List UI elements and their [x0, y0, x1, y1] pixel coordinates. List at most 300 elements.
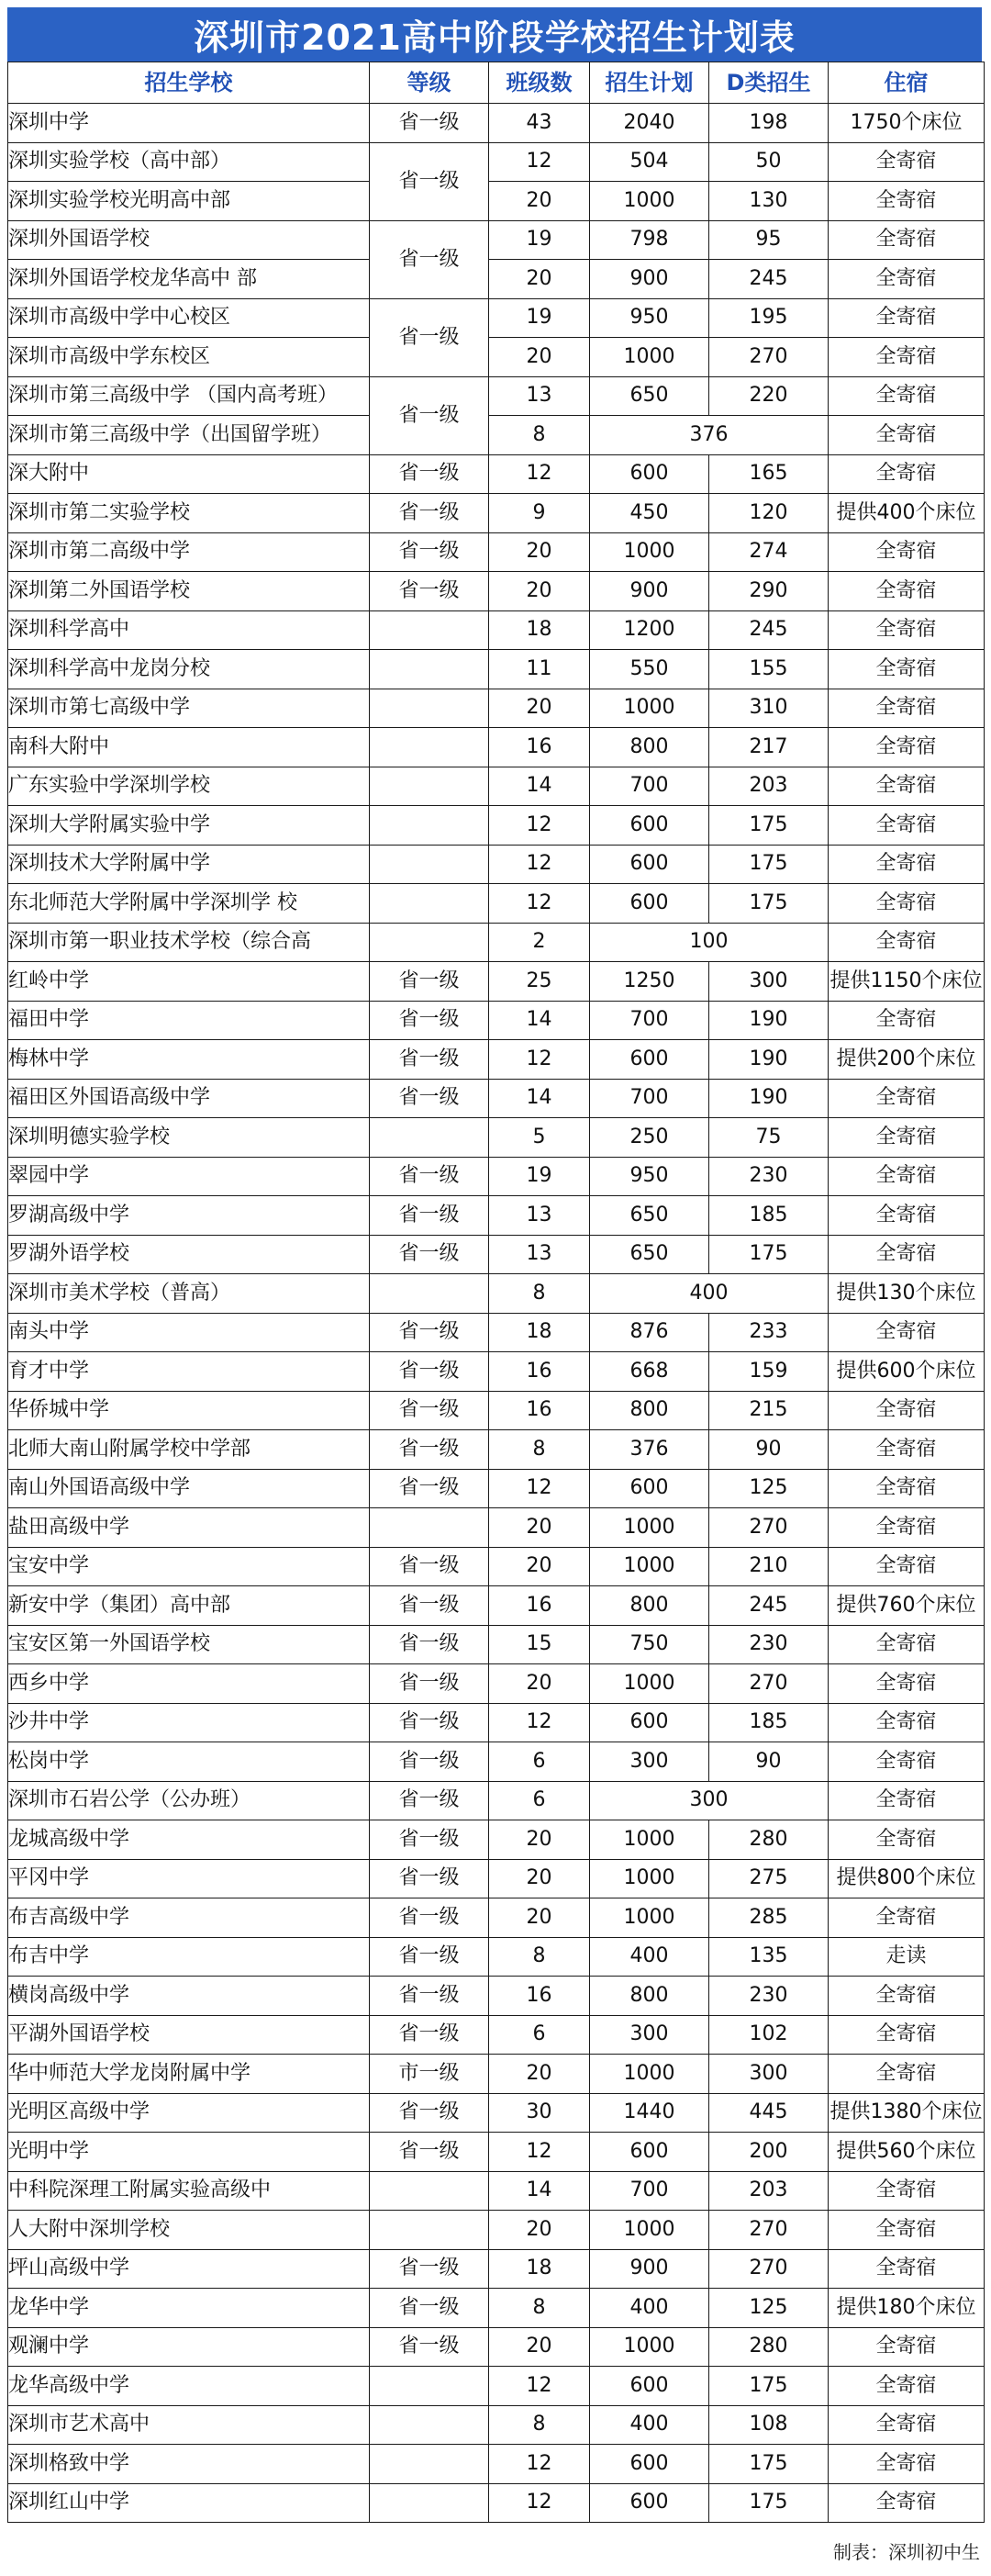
table-row [8, 182, 985, 221]
cell-class-count: 19 [489, 298, 590, 338]
cell-school-name: 平冈中学 [8, 1859, 370, 1898]
cell-enrollment-plan: 800 [590, 1586, 709, 1626]
cell-accommodation: 全寄宿 [829, 260, 985, 299]
cell-d-class-quota: 175 [709, 884, 829, 924]
cell-d-class-quota: 175 [709, 2445, 829, 2484]
cell-accommodation: 提供1380个床位 [829, 2093, 985, 2133]
cell-accommodation: 提供560个床位 [829, 2133, 985, 2172]
cell-class-count: 20 [489, 2327, 590, 2367]
table-row [8, 494, 985, 533]
cell-grade [370, 2367, 489, 2406]
cell-d-class-quota: 155 [709, 650, 829, 689]
footer-credit: 制表：深圳初中生 [833, 2541, 980, 2563]
cell-accommodation: 全寄宿 [829, 1235, 985, 1274]
cell-d-class-quota: 175 [709, 1235, 829, 1274]
cell-class-count: 20 [489, 338, 590, 377]
cell-d-class-quota: 290 [709, 572, 829, 611]
cell-school-name: 观澜中学 [8, 2327, 370, 2367]
cell-class-count: 20 [489, 1508, 590, 1548]
cell-accommodation: 全寄宿 [829, 1118, 985, 1158]
cell-class-count: 8 [489, 1430, 590, 1470]
cell-d-class-quota: 190 [709, 1079, 829, 1118]
table-row [8, 884, 985, 924]
cell-enrollment-plan: 600 [590, 2367, 709, 2406]
cell-enrollment-plan: 900 [590, 260, 709, 299]
table-row [8, 2367, 985, 2406]
cell-d-class-quota: 233 [709, 1313, 829, 1352]
cell-enrollment-plan: 1000 [590, 689, 709, 728]
cell-enrollment-plan: 1000 [590, 1820, 709, 1860]
cell-d-class-quota: 245 [709, 1586, 829, 1626]
table-row [8, 845, 985, 884]
table-title: 深圳市2021高中阶段学校招生计划表 [7, 7, 982, 62]
cell-grade [370, 806, 489, 846]
cell-school-name: 深圳市艺术高中 [8, 2405, 370, 2445]
cell-enrollment-plan: 1000 [590, 1664, 709, 1704]
cell-enrollment-plan: 1440 [590, 2093, 709, 2133]
table-row [8, 2445, 985, 2484]
cell-school-name: 深圳第二外国语学校 [8, 572, 370, 611]
cell-accommodation: 全寄宿 [829, 1391, 985, 1430]
cell-accommodation: 全寄宿 [829, 1664, 985, 1704]
cell-grade: 省一级 [370, 1625, 489, 1664]
cell-class-count: 14 [489, 1001, 590, 1040]
cell-enrollment-plan: 1000 [590, 532, 709, 572]
cell-school-name: 育才中学 [8, 1352, 370, 1392]
cell-d-class-quota: 270 [709, 2211, 829, 2250]
table-row [8, 1742, 985, 1782]
cell-enrollment-plan: 600 [590, 1040, 709, 1080]
header-enrollment-plan: 招生计划 [590, 62, 709, 104]
cell-accommodation: 全寄宿 [829, 376, 985, 416]
cell-class-count: 25 [489, 962, 590, 1002]
cell-school-name: 梅林中学 [8, 1040, 370, 1080]
cell-school-name: 翠园中学 [8, 1157, 370, 1196]
cell-enrollment-plan: 1000 [590, 2327, 709, 2367]
cell-class-count: 12 [489, 454, 590, 494]
cell-enrollment-plan: 2040 [590, 104, 709, 143]
cell-accommodation: 全寄宿 [829, 2055, 985, 2094]
cell-class-count: 8 [489, 1274, 590, 1314]
cell-enrollment-plan: 550 [590, 650, 709, 689]
cell-enrollment-plan: 504 [590, 142, 709, 182]
cell-d-class-quota: 203 [709, 767, 829, 806]
cell-class-count: 12 [489, 806, 590, 846]
table-row [8, 2093, 985, 2133]
cell-grade: 省一级 [370, 1391, 489, 1430]
cell-d-class-quota: 215 [709, 1391, 829, 1430]
table-row [8, 2211, 985, 2250]
cell-school-name: 西乡中学 [8, 1664, 370, 1704]
cell-d-class-quota: 280 [709, 2327, 829, 2367]
cell-grade: 省一级 [370, 1196, 489, 1236]
cell-enrollment-plan: 600 [590, 2133, 709, 2172]
cell-enrollment-plan: 1000 [590, 1508, 709, 1548]
cell-grade: 省一级 [370, 1547, 489, 1586]
cell-accommodation: 提供800个床位 [829, 1859, 985, 1898]
cell-class-count: 12 [489, 2367, 590, 2406]
cell-class-count: 30 [489, 2093, 590, 2133]
table-row [8, 416, 985, 455]
cell-d-class-quota: 90 [709, 1430, 829, 1470]
cell-enrollment-plan: 1000 [590, 1859, 709, 1898]
cell-enrollment-plan: 300 [590, 1742, 709, 1782]
cell-accommodation: 全寄宿 [829, 1157, 985, 1196]
cell-d-class-quota: 300 [709, 962, 829, 1002]
cell-school-name: 深圳市美术学校（普高） [8, 1274, 370, 1314]
cell-grade: 省一级 [370, 2289, 489, 2328]
cell-enrollment-plan: 650 [590, 1196, 709, 1236]
cell-school-name: 福田中学 [8, 1001, 370, 1040]
cell-school-name: 罗湖高级中学 [8, 1196, 370, 1236]
cell-class-count: 20 [489, 2055, 590, 2094]
cell-enrollment-plan: 650 [590, 376, 709, 416]
table-row [8, 610, 985, 650]
table-row [8, 376, 985, 416]
cell-grade [370, 923, 489, 962]
table-row [8, 728, 985, 767]
cell-school-name: 松岗中学 [8, 1742, 370, 1782]
cell-accommodation: 全寄宿 [829, 2483, 985, 2523]
cell-school-name: 深圳市高级中学中心校区 [8, 298, 370, 338]
cell-accommodation: 全寄宿 [829, 2211, 985, 2250]
table-row [8, 142, 985, 182]
cell-school-name: 深圳市高级中学东校区 [8, 338, 370, 377]
cell-enrollment-plan: 1000 [590, 2211, 709, 2250]
cell-class-count: 20 [489, 182, 590, 221]
cell-class-count: 12 [489, 2133, 590, 2172]
cell-grade: 省一级 [370, 220, 489, 298]
cell-grade: 省一级 [370, 454, 489, 494]
table-row [8, 1352, 985, 1392]
cell-enrollment-plan: 400 [590, 1274, 829, 1314]
cell-d-class-quota: 120 [709, 494, 829, 533]
cell-grade: 省一级 [370, 1079, 489, 1118]
table-row [8, 1664, 985, 1704]
cell-grade [370, 610, 489, 650]
cell-school-name: 宝安区第一外国语学校 [8, 1625, 370, 1664]
cell-grade: 省一级 [370, 376, 489, 454]
cell-grade [370, 650, 489, 689]
cell-d-class-quota: 203 [709, 2171, 829, 2211]
cell-grade: 省一级 [370, 532, 489, 572]
cell-grade: 省一级 [370, 1352, 489, 1392]
cell-school-name: 南山外国语高级中学 [8, 1469, 370, 1508]
cell-class-count: 20 [489, 1664, 590, 1704]
table-row [8, 454, 985, 494]
cell-accommodation: 全寄宿 [829, 338, 985, 377]
cell-grade: 省一级 [370, 1977, 489, 2016]
cell-grade: 省一级 [370, 494, 489, 533]
cell-grade [370, 845, 489, 884]
cell-enrollment-plan: 750 [590, 1625, 709, 1664]
table-row [8, 1469, 985, 1508]
cell-d-class-quota: 270 [709, 1508, 829, 1548]
cell-enrollment-plan: 250 [590, 1118, 709, 1158]
cell-grade: 省一级 [370, 1469, 489, 1508]
cell-accommodation: 全寄宿 [829, 806, 985, 846]
cell-enrollment-plan: 1000 [590, 1547, 709, 1586]
cell-grade: 省一级 [370, 1820, 489, 1860]
table-row [8, 260, 985, 299]
cell-class-count: 20 [489, 1859, 590, 1898]
cell-enrollment-plan: 668 [590, 1352, 709, 1392]
cell-accommodation: 全寄宿 [829, 1625, 985, 1664]
cell-d-class-quota: 130 [709, 182, 829, 221]
table-row [8, 1547, 985, 1586]
cell-school-name: 红岭中学 [8, 962, 370, 1002]
cell-accommodation: 提供600个床位 [829, 1352, 985, 1392]
cell-school-name: 布吉中学 [8, 1937, 370, 1977]
table-row [8, 2327, 985, 2367]
cell-d-class-quota: 445 [709, 2093, 829, 2133]
cell-accommodation: 全寄宿 [829, 572, 985, 611]
cell-school-name: 东北师范大学附属中学深圳学 校 [8, 884, 370, 924]
table-row [8, 1781, 985, 1820]
cell-school-name: 光明区高级中学 [8, 2093, 370, 2133]
cell-grade: 省一级 [370, 104, 489, 143]
cell-class-count: 5 [489, 1118, 590, 1158]
cell-enrollment-plan: 700 [590, 1079, 709, 1118]
cell-accommodation: 全寄宿 [829, 454, 985, 494]
cell-grade: 省一级 [370, 2015, 489, 2055]
cell-class-count: 8 [489, 416, 590, 455]
cell-d-class-quota: 310 [709, 689, 829, 728]
cell-grade: 市一级 [370, 2055, 489, 2094]
cell-class-count: 18 [489, 2249, 590, 2289]
cell-class-count: 14 [489, 2171, 590, 2211]
cell-enrollment-plan: 600 [590, 2483, 709, 2523]
table-row [8, 2249, 985, 2289]
cell-d-class-quota: 185 [709, 1196, 829, 1236]
cell-accommodation: 全寄宿 [829, 298, 985, 338]
cell-d-class-quota: 230 [709, 1625, 829, 1664]
header-school: 招生学校 [8, 62, 370, 104]
cell-class-count: 20 [489, 1820, 590, 1860]
cell-accommodation: 全寄宿 [829, 1977, 985, 2016]
cell-d-class-quota: 270 [709, 338, 829, 377]
cell-d-class-quota: 230 [709, 1977, 829, 2016]
cell-class-count: 20 [489, 572, 590, 611]
cell-accommodation: 全寄宿 [829, 2367, 985, 2406]
cell-school-name: 新安中学（集团）高中部 [8, 1586, 370, 1626]
cell-enrollment-plan: 900 [590, 2249, 709, 2289]
cell-d-class-quota: 125 [709, 1469, 829, 1508]
cell-grade: 省一级 [370, 1664, 489, 1704]
cell-d-class-quota: 198 [709, 104, 829, 143]
cell-accommodation: 1750个床位 [829, 104, 985, 143]
cell-class-count: 12 [489, 142, 590, 182]
table-row [8, 1703, 985, 1742]
cell-d-class-quota: 245 [709, 610, 829, 650]
table-row [8, 650, 985, 689]
cell-school-name: 横岗高级中学 [8, 1977, 370, 2016]
cell-enrollment-plan: 876 [590, 1313, 709, 1352]
cell-class-count: 13 [489, 376, 590, 416]
cell-school-name: 龙城高级中学 [8, 1820, 370, 1860]
cell-school-name: 深圳红山中学 [8, 2483, 370, 2523]
cell-d-class-quota: 175 [709, 2483, 829, 2523]
table-row [8, 572, 985, 611]
cell-accommodation: 提供180个床位 [829, 2289, 985, 2328]
cell-d-class-quota: 185 [709, 1703, 829, 1742]
cell-accommodation: 全寄宿 [829, 2015, 985, 2055]
cell-class-count: 12 [489, 1703, 590, 1742]
cell-class-count: 20 [489, 689, 590, 728]
cell-class-count: 16 [489, 728, 590, 767]
cell-class-count: 12 [489, 884, 590, 924]
cell-class-count: 15 [489, 1625, 590, 1664]
cell-enrollment-plan: 798 [590, 220, 709, 260]
cell-school-name: 深圳中学 [8, 104, 370, 143]
cell-grade: 省一级 [370, 1898, 489, 1938]
cell-accommodation: 全寄宿 [829, 689, 985, 728]
cell-d-class-quota: 108 [709, 2405, 829, 2445]
table-row [8, 2015, 985, 2055]
table-row [8, 1508, 985, 1548]
cell-d-class-quota: 125 [709, 2289, 829, 2328]
cell-d-class-quota: 280 [709, 1820, 829, 1860]
cell-grade: 省一级 [370, 2327, 489, 2367]
table-row [8, 1898, 985, 1938]
table-row [8, 1391, 985, 1430]
table-row [8, 1196, 985, 1236]
cell-enrollment-plan: 1250 [590, 962, 709, 1002]
cell-enrollment-plan: 450 [590, 494, 709, 533]
table-row [8, 1313, 985, 1352]
cell-school-name: 龙华中学 [8, 2289, 370, 2328]
cell-d-class-quota: 217 [709, 728, 829, 767]
cell-grade [370, 2445, 489, 2484]
cell-enrollment-plan: 300 [590, 2015, 709, 2055]
cell-grade: 省一级 [370, 1781, 489, 1820]
table-row [8, 1040, 985, 1080]
table-row [8, 2405, 985, 2445]
cell-enrollment-plan: 650 [590, 1235, 709, 1274]
cell-d-class-quota: 270 [709, 2249, 829, 2289]
cell-d-class-quota: 275 [709, 1859, 829, 1898]
cell-accommodation: 全寄宿 [829, 923, 985, 962]
cell-enrollment-plan: 1000 [590, 182, 709, 221]
cell-grade [370, 2483, 489, 2523]
cell-school-name: 光明中学 [8, 2133, 370, 2172]
cell-school-name: 深圳实验学校光明高中部 [8, 182, 370, 221]
cell-d-class-quota: 200 [709, 2133, 829, 2172]
cell-accommodation: 全寄宿 [829, 1898, 985, 1938]
cell-d-class-quota: 285 [709, 1898, 829, 1938]
cell-school-name: 深圳外国语学校 [8, 220, 370, 260]
cell-school-name: 盐田高级中学 [8, 1508, 370, 1548]
cell-school-name: 华侨城中学 [8, 1391, 370, 1430]
cell-grade: 省一级 [370, 1742, 489, 1782]
cell-class-count: 8 [489, 2289, 590, 2328]
cell-d-class-quota: 190 [709, 1040, 829, 1080]
cell-grade: 省一级 [370, 1235, 489, 1274]
cell-d-class-quota: 175 [709, 2367, 829, 2406]
cell-grade [370, 728, 489, 767]
table-row [8, 1274, 985, 1314]
cell-class-count: 6 [489, 2015, 590, 2055]
cell-enrollment-plan: 400 [590, 1937, 709, 1977]
cell-d-class-quota: 245 [709, 260, 829, 299]
cell-class-count: 14 [489, 1079, 590, 1118]
cell-grade: 省一级 [370, 1430, 489, 1470]
cell-class-count: 6 [489, 1781, 590, 1820]
cell-school-name: 深圳科学高中龙岗分校 [8, 650, 370, 689]
cell-accommodation: 全寄宿 [829, 2445, 985, 2484]
cell-grade [370, 1508, 489, 1548]
table-row [8, 298, 985, 338]
cell-accommodation: 提供130个床位 [829, 1274, 985, 1314]
cell-accommodation: 全寄宿 [829, 1313, 985, 1352]
table-row [8, 104, 985, 143]
cell-grade: 省一级 [370, 298, 489, 376]
cell-accommodation: 全寄宿 [829, 416, 985, 455]
cell-class-count: 43 [489, 104, 590, 143]
cell-grade: 省一级 [370, 962, 489, 1002]
table-row [8, 1820, 985, 1860]
table-row [8, 1235, 985, 1274]
cell-enrollment-plan: 800 [590, 1977, 709, 2016]
cell-enrollment-plan: 600 [590, 806, 709, 846]
cell-class-count: 11 [489, 650, 590, 689]
cell-class-count: 12 [489, 1040, 590, 1080]
table-row [8, 2055, 985, 2094]
table-row [8, 806, 985, 846]
cell-d-class-quota: 220 [709, 376, 829, 416]
cell-enrollment-plan: 1200 [590, 610, 709, 650]
cell-accommodation: 全寄宿 [829, 220, 985, 260]
cell-enrollment-plan: 1000 [590, 2055, 709, 2094]
cell-school-name: 深圳市第七高级中学 [8, 689, 370, 728]
cell-class-count: 16 [489, 1977, 590, 2016]
cell-grade [370, 767, 489, 806]
cell-accommodation: 全寄宿 [829, 650, 985, 689]
cell-accommodation: 全寄宿 [829, 1001, 985, 1040]
cell-accommodation: 全寄宿 [829, 1781, 985, 1820]
cell-grade [370, 2171, 489, 2211]
cell-d-class-quota: 175 [709, 806, 829, 846]
cell-school-name: 坪山高级中学 [8, 2249, 370, 2289]
cell-enrollment-plan: 600 [590, 2445, 709, 2484]
cell-school-name: 深圳市第一职业技术学校（综合高 [8, 923, 370, 962]
cell-enrollment-plan: 400 [590, 2405, 709, 2445]
cell-school-name: 深圳格致中学 [8, 2445, 370, 2484]
cell-enrollment-plan: 600 [590, 454, 709, 494]
cell-enrollment-plan: 700 [590, 767, 709, 806]
header-d-class: D类招生 [709, 62, 829, 104]
cell-d-class-quota: 102 [709, 2015, 829, 2055]
cell-school-name: 人大附中深圳学校 [8, 2211, 370, 2250]
cell-class-count: 8 [489, 1937, 590, 1977]
cell-class-count: 12 [489, 1469, 590, 1508]
table-row [8, 1430, 985, 1470]
cell-accommodation: 全寄宿 [829, 845, 985, 884]
cell-enrollment-plan: 800 [590, 728, 709, 767]
cell-accommodation: 全寄宿 [829, 1820, 985, 1860]
cell-school-name: 深圳市第二高级中学 [8, 532, 370, 572]
cell-d-class-quota: 75 [709, 1118, 829, 1158]
cell-accommodation: 全寄宿 [829, 1742, 985, 1782]
cell-class-count: 12 [489, 2483, 590, 2523]
cell-enrollment-plan: 800 [590, 1391, 709, 1430]
table-row [8, 2483, 985, 2523]
cell-school-name: 深圳市第二实验学校 [8, 494, 370, 533]
cell-school-name: 深圳实验学校（高中部） [8, 142, 370, 182]
table-row [8, 962, 985, 1002]
cell-class-count: 20 [489, 1898, 590, 1938]
cell-accommodation: 提供760个床位 [829, 1586, 985, 1626]
